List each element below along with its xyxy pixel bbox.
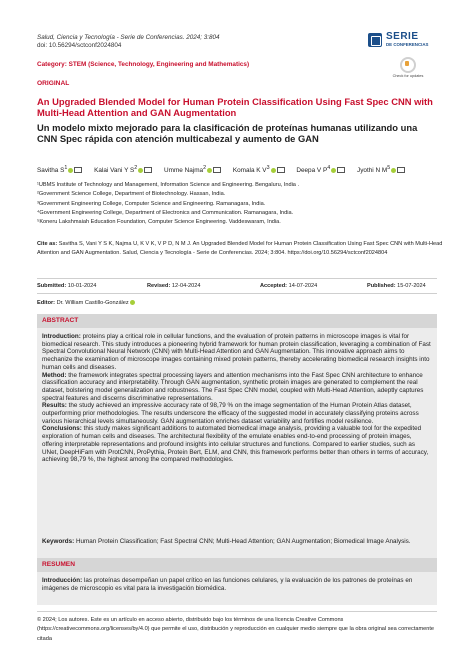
editor-label: Editor:	[37, 300, 56, 306]
author-name: Jyothi N M	[357, 167, 388, 175]
cite-as	[37, 240, 447, 259]
author-name: Komala K V	[232, 167, 267, 175]
resumen-intro-text: las proteínas desempeñan un papel crítico en las funciones celulares, y la evaluación de los patrones de proteínas en imágenes de microscopio es vital para la investigación biomédica.	[42, 577, 413, 592]
logo-main-text: SERIE	[386, 31, 419, 42]
published-label: Published:	[367, 283, 396, 289]
email-icon[interactable]	[74, 167, 82, 173]
orcid-icon[interactable]	[331, 168, 336, 173]
orcid-icon[interactable]	[271, 168, 276, 173]
title-spanish: Un modelo mixto mejorado para la clasificación de proteínas humanas utilizando una CNN Spec rápida con atención multicabezal y aumento de GAN	[37, 122, 418, 144]
license-footer: © 2024; Los autores. Este es un artículo en acceso abierto, distribuido bajo los términos de una licencia Creative Commons (https://creativecommons.org/licenses/by/4.0) que permite el uso, distribución y reproducción en cualquier medio siempre que la obra original sea correctamente citada	[37, 617, 435, 642]
author	[94, 165, 152, 174]
email-icon[interactable]	[397, 167, 405, 173]
journal-citation: Salud, Ciencia y Tecnología - Serie de Conferencias. 2024; 3:804	[37, 34, 220, 41]
divider	[37, 611, 437, 612]
author-name: Savitha S	[37, 167, 65, 175]
results-text: the study achieved an impressive accuracy rate of 98,79 % on the image segmentation of the Human Protein Atlas dataset, outperforming prior methodologies. The results underscore the efficacy of the suggested model in accurately classifying proteins across various hierarchical levels simultaneously. GAN augmentation enriches dataset variability and fortifies model resilience.	[42, 402, 419, 425]
article-type: ORIGINAL	[37, 80, 70, 87]
cite-label: Cite as:	[37, 241, 58, 247]
keywords-label: Keywords:	[42, 538, 75, 545]
abstract-method	[42, 372, 432, 403]
accepted-label: Accepted:	[260, 283, 288, 289]
editor	[37, 300, 135, 306]
email-icon[interactable]	[144, 167, 152, 173]
affiliation: ²Government Science College, Department of Biotechnology. Hassan, India.	[37, 191, 226, 198]
abstract-heading: ABSTRACT	[42, 317, 79, 324]
logo-icon	[368, 33, 382, 47]
check-for-updates-label: Check for updates	[392, 74, 424, 78]
author-name: Kalai Vani Y S	[94, 167, 135, 175]
accepted-value: 14-07-2024	[288, 283, 318, 289]
submitted-label: Submitted:	[37, 283, 67, 289]
email-icon[interactable]	[337, 167, 345, 173]
orcid-icon[interactable]	[68, 168, 73, 173]
title-english: An Upgraded Blended Model for Human Protein Classification Using Fast Spec CNN with Multi-Head Attention and GAN Augmentation	[37, 96, 433, 118]
author-affiliation-number: 4	[327, 165, 331, 171]
author	[296, 165, 345, 174]
abstract-box	[37, 314, 437, 605]
submitted-date	[37, 283, 96, 289]
revised-value: 12-04-2024	[171, 283, 201, 289]
email-icon[interactable]	[213, 167, 221, 173]
results-label: Results:	[42, 402, 67, 410]
article-category: Category: STEM (Science, Technology, Engineering and Mathematics)	[37, 61, 250, 68]
affiliation: ⁵Koneru Lakshmaiah Education Foundation, Computer Science Engineering. Vaddeswaram, India.	[37, 219, 281, 226]
abstract-introduction	[42, 333, 432, 372]
conclusions-text: this study makes significant additions to automated biomedical image analysis, providing a valuable tool for the expedited exploration of human cells and diseases. The architectural flexibility of the emulate enables end-to-end processing of protein images, offering interpretable representations and profound insights into cellular structures and functions. Compared to earlier studies, such as UNet, DeepHiFam with ProtCNN, ProPythia, Protein Bert, ELM, and CNN, this framework performs better than others in terms of accuracy, achieving 98,79 %, the highest among the compared methodologies.	[42, 425, 429, 464]
author	[233, 165, 285, 174]
divider	[37, 278, 437, 279]
check-for-updates-badge[interactable]	[391, 57, 425, 87]
intro-text: proteins play a critical role in cellular functions, and the evaluation of protein patterns in microscope images is vital for biomedical research. This study introduces a pioneering hybrid framework for human protein classification, leveraging a combination of Fast Spectral Convolutional Neural Network (CNN) with Multi-Head Attention and GAN Augmentation. This innovative approach aims to mechanize the examination of microscope images containing mixed protein patterns, thereby accelerating biomedical research insights into human cells and diseases.	[42, 333, 431, 371]
resumen-intro-label: Introducción:	[42, 577, 83, 584]
accepted-date	[260, 283, 317, 289]
abstract-header	[37, 314, 437, 328]
intro-label: Introduction:	[42, 333, 81, 340]
affiliation: ⁴Government Engineering College, Department of Electronics and Communication. Ramanagara, India.	[37, 209, 294, 216]
divider	[37, 293, 437, 294]
orcid-icon[interactable]	[138, 168, 143, 173]
submitted-value: 10-01-2024	[67, 283, 97, 289]
resumen-heading: RESUMEN	[42, 561, 75, 568]
author-affiliation-number: 1	[64, 165, 68, 171]
author-affiliation-number: 2	[203, 165, 207, 171]
affiliation: ³Government Engineering College, Computer Science and Engineering. Ramanagara, India.	[37, 200, 266, 207]
author-affiliation-number: 2	[134, 165, 138, 171]
email-icon[interactable]	[277, 167, 285, 173]
orcid-icon[interactable]	[391, 168, 396, 173]
revised-label: Revised:	[147, 283, 171, 289]
author-name: Deepa V P	[296, 167, 328, 175]
orcid-icon[interactable]	[130, 300, 135, 305]
affiliation: ¹UBMS Institute of Technology and Management, Information Science and Engineering. Bengaluru, India .	[37, 182, 300, 188]
cite-text[interactable]: Savitha S, Vani Y S K, Najma U, K V K, V P D, N M J. An Upgraded Blended Model for Human Protein Classification Using Fast Spec CNN with Multi-Head Attention and GAN Augmentation. Salud, Ciencia y Tecnología - Serie de Conferencias. 2024; 3:804. https://doi.org/10.56294/sctconf2024804	[37, 241, 443, 257]
author-affiliation-number: 5	[387, 165, 391, 171]
method-text: the framework integrates spectral processing layers and attention mechanisms into the Fast Spec CNN architecture to enhance classification accuracy and interpretability. Through GAN augmentation, synthetic protein images are generated to complement the real dataset, bolstering model generalization and robustness. The Fast Spec CNN model, coupled with Multi-Head Attention, adeptly captures spectral features and discerns discriminative representations.	[42, 371, 424, 402]
resumen-body	[42, 577, 432, 592]
published-value: 15-07-2024	[397, 283, 426, 289]
logo-sub-text: DE CONFERENCIAS	[386, 42, 429, 47]
author-list	[37, 165, 457, 174]
author-affiliation-number: 3	[266, 165, 270, 171]
keywords-text: Human Protein Classification; Fast Spectral CNN; Multi-Head Attention; GAN Augmentation; Biomedical Image Analysis.	[75, 538, 411, 545]
journal-logo	[368, 31, 440, 53]
method-label: Method:	[42, 371, 67, 379]
doi[interactable]: doi: 10.56294/sctconf2024804	[37, 42, 122, 49]
author	[37, 165, 82, 174]
check-for-updates-icon	[400, 57, 416, 73]
keywords	[42, 538, 432, 546]
author-name: Umme Najma	[164, 167, 204, 175]
author	[164, 165, 221, 174]
conclusions-label: Conclusions:	[42, 425, 82, 433]
resumen-header	[37, 558, 437, 572]
affiliations	[37, 181, 457, 227]
abstract-conclusions	[42, 425, 432, 464]
revised-date	[147, 283, 201, 289]
published-date	[367, 283, 426, 289]
abstract-body	[42, 333, 432, 464]
author	[357, 165, 405, 174]
abstract-results	[42, 402, 432, 425]
orcid-icon[interactable]	[207, 168, 212, 173]
editor-name: Dr. William Castillo-González	[56, 300, 129, 306]
